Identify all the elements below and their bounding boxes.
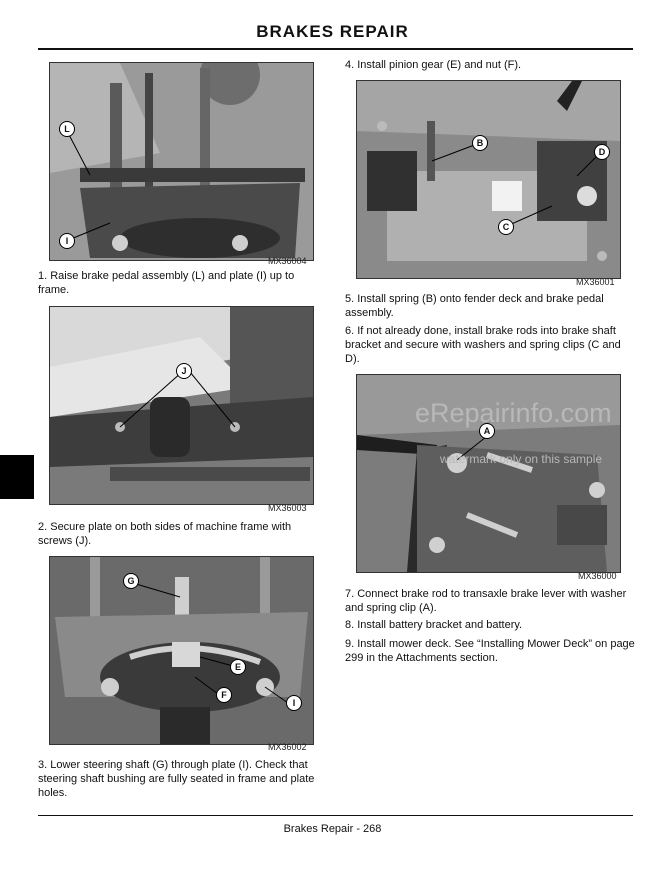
callout-d: D bbox=[594, 144, 610, 160]
step-1: 1. Raise brake pedal assembly (L) and plate (I) up to frame. bbox=[38, 270, 295, 296]
callout-c: C bbox=[498, 219, 514, 235]
section-tab bbox=[0, 455, 34, 499]
callout-j: J bbox=[176, 363, 192, 379]
callout-g: G bbox=[123, 573, 139, 589]
step-9: 9. Install mower deck. See “Installing Mower Deck” on page 299 in the Attachments section. bbox=[345, 638, 635, 664]
figure-caption: MX36001 bbox=[576, 277, 615, 287]
callout-a: A bbox=[479, 423, 495, 439]
callout-i: I bbox=[286, 695, 302, 711]
step-4: 4. Install pinion gear (E) and nut (F). bbox=[345, 59, 522, 71]
figure-caption: MX36002 bbox=[268, 742, 307, 752]
figure-caption: MX36000 bbox=[578, 571, 617, 581]
page-title: BRAKES REPAIR bbox=[256, 22, 409, 41]
step-3: 3. Lower steering shaft (G) through plate (I). Check that steering shaft bushing are fully seated in frame and plate holes. bbox=[38, 759, 315, 799]
step-6: 6. If not already done, install brake rods into brake shaft bracket and secure with washers and spring clips (C and D). bbox=[345, 325, 621, 365]
callout-l: L bbox=[59, 121, 75, 137]
step-8: 8. Install battery bracket and battery. bbox=[345, 619, 523, 631]
footer-rule bbox=[38, 815, 633, 816]
figure-mx36001 bbox=[356, 80, 621, 279]
figure-caption: MX36003 bbox=[268, 503, 307, 513]
step-5: 5. Install spring (B) onto fender deck and brake pedal assembly. bbox=[345, 293, 604, 319]
figure-mx36002 bbox=[49, 556, 314, 745]
step-7: 7. Connect brake rod to transaxle brake lever with washer and spring clip (A). bbox=[345, 588, 627, 614]
callout-f: F bbox=[216, 687, 232, 703]
step-2: 2. Secure plate on both sides of machine frame with screws (J). bbox=[38, 521, 292, 547]
watermark-main: eRepairinfo.com bbox=[415, 398, 612, 428]
header-rule bbox=[38, 48, 633, 50]
watermark-sub: watermark only on this sample bbox=[440, 452, 603, 466]
callout-e: E bbox=[230, 659, 246, 675]
page-footer: Brakes Repair - 268 bbox=[283, 823, 382, 835]
figure-mx36004 bbox=[49, 62, 314, 261]
callout-b: B bbox=[472, 135, 488, 151]
callout-i: I bbox=[59, 233, 75, 249]
figure-caption: MX36004 bbox=[268, 256, 307, 266]
figure-mx36003 bbox=[49, 306, 314, 505]
